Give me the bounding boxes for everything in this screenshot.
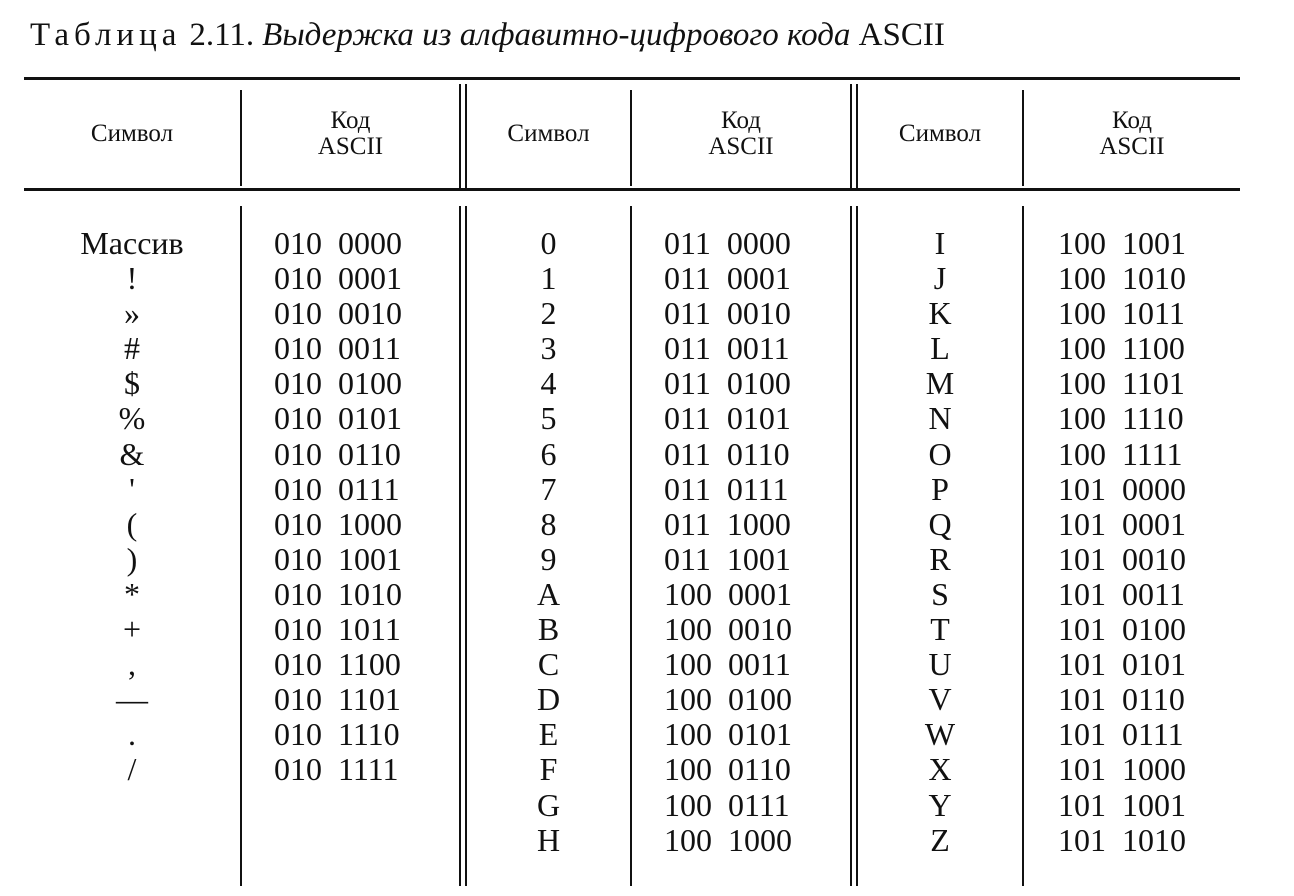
code-cell: 100 1100 [1058,330,1185,367]
code-cell: 101 0001 [1058,505,1186,542]
symbol-cell: N [928,400,952,437]
header-code-line2: ASCII [1099,133,1165,160]
code-cell: 101 0111 [1058,716,1184,753]
code-cell: 010 0110 [274,435,401,472]
code-cell: 010 1000 [274,505,402,542]
symbol-cell: % [118,400,146,437]
symbol-cell: V [928,681,952,718]
code-cell: 010 1110 [274,716,400,753]
symbol-cell: , [128,646,136,683]
symbol-cell: T [930,611,950,648]
symbol-cell: — [116,681,148,718]
code-cell: 011 0111 [664,470,789,507]
code-cell: 101 0101 [1058,646,1186,683]
symbol-cell: U [928,646,952,683]
symbol-cell: L [930,330,950,367]
header-symbol-3 [858,80,1022,188]
code-cell: 101 0010 [1058,540,1186,577]
body-divider-3 [630,206,632,886]
code-cell: 011 0000 [664,225,791,261]
code-cell: 100 1010 [1058,260,1186,297]
code-cell: 010 1010 [274,575,402,612]
table-caption [30,16,945,56]
header-code-line1: Код [721,106,761,134]
code-cell: 011 0001 [664,260,791,297]
caption-title: Выдержка из алфавитно-цифрового кода [262,17,851,53]
header-rule [24,188,1240,191]
symbol-cell: K [928,295,952,332]
header-code-2 [632,80,850,188]
caption-code: ASCII [858,17,945,53]
symbol-column-2 [467,226,630,858]
code-cell: 011 0100 [664,365,791,402]
header-divider-2a [459,84,461,188]
header-symbol-1 [24,80,240,188]
symbol-cell: Q [928,505,952,542]
code-cell: 101 0011 [1058,575,1185,612]
code-cell: 101 0000 [1058,470,1186,507]
symbol-cell: P [931,470,949,507]
code-cell: 011 1001 [664,540,791,577]
code-cell: 010 1001 [274,540,402,577]
symbol-cell: 8 [540,505,557,542]
code-cell: 010 1111 [274,751,399,788]
symbol-cell: . [128,716,136,753]
code-cell: 010 0011 [274,330,401,367]
header-divider-4a [850,84,852,188]
symbol-cell: 2 [540,295,557,332]
code-cell: 101 1001 [1058,786,1186,823]
code-cell: 010 1101 [274,681,401,718]
symbol-cell: * [124,575,140,612]
code-cell: 101 0110 [1058,681,1185,718]
symbol-cell: D [536,681,561,718]
header-code-line1: Код [1112,106,1152,134]
symbol-column-3 [858,226,1022,858]
symbol-cell: & [119,435,145,472]
code-cell: 100 0001 [664,575,792,612]
code-cell: 100 0110 [664,751,791,788]
symbol-cell: ! [126,260,138,297]
symbol-cell: R [929,540,951,577]
code-cell: 100 0011 [664,646,791,683]
code-column-3 [1058,226,1238,858]
code-cell: 010 0111 [274,470,400,507]
symbol-cell: S [931,575,949,612]
symbol-cell: ( [126,505,138,542]
code-cell: 100 0010 [664,611,792,648]
caption-label: Таблица [30,17,182,53]
symbol-cell: I [934,225,946,261]
header-code-1 [242,80,459,188]
code-cell: 100 1000 [664,821,792,858]
symbol-cell: 4 [540,365,557,402]
header-code-line2: ASCII [708,133,774,160]
body-divider-1 [240,206,242,886]
header-symbol-label: Символ [898,119,982,147]
code-column-2 [664,226,844,858]
symbol-cell: B [537,611,560,648]
symbol-cell: H [536,821,561,858]
symbol-cell: C [537,646,560,683]
symbol-cell: # [124,330,140,367]
code-column-1 [274,226,454,788]
code-cell: 100 1111 [1058,435,1183,472]
symbol-cell: 5 [540,400,557,437]
symbol-cell: O [928,435,952,472]
code-cell: 100 0100 [664,681,792,718]
symbol-cell: G [536,786,561,823]
code-cell: 100 1101 [1058,365,1185,402]
code-cell: 100 1001 [1058,225,1186,261]
symbol-cell: Y [928,786,952,823]
symbol-cell: F [539,751,558,788]
header-code-line1: Код [330,106,371,134]
code-cell: 101 1000 [1058,751,1186,788]
body-divider-2a [459,206,461,886]
symbol-cell: + [122,611,142,648]
code-cell: 011 0011 [664,330,790,367]
code-cell: 100 0111 [664,786,790,823]
code-cell: 010 1011 [274,611,401,648]
header-code-line2: ASCII [317,133,384,160]
code-cell: 010 0010 [274,295,402,332]
code-cell: 011 0010 [664,295,791,332]
symbol-cell: $ [124,365,140,402]
symbol-cell: ' [129,470,135,507]
code-cell: 010 0101 [274,400,402,437]
body-divider-5 [1022,206,1024,886]
symbol-cell: 9 [540,540,557,577]
symbol-cell: E [538,716,559,753]
code-cell: 010 0001 [274,260,402,297]
code-cell: 010 1100 [274,646,401,683]
code-cell: 011 0101 [664,400,791,437]
symbol-cell: 1 [540,260,557,297]
code-cell: 101 0100 [1058,611,1186,648]
caption-number: 2.11. [189,17,255,53]
symbol-column-1 [24,226,240,788]
header-code-3 [1024,80,1240,188]
symbol-cell: ) [126,540,138,577]
symbol-cell: W [924,716,956,753]
symbol-cell: » [124,295,140,332]
code-cell: 100 0101 [664,716,792,753]
symbol-cell: / [127,751,137,788]
code-cell: 011 1000 [664,505,791,542]
code-cell: 011 0110 [664,435,790,472]
symbol-cell: M [925,365,955,402]
code-cell: 100 1011 [1058,295,1185,332]
symbol-cell: 0 [540,225,557,261]
symbol-cell: Z [930,821,950,858]
symbol-cell: 6 [540,435,557,472]
symbol-cell: Массив [80,225,184,261]
symbol-cell: 7 [540,470,557,507]
header-symbol-label: Символ [90,119,174,147]
header-symbol-2 [467,80,630,188]
code-cell: 100 1110 [1058,400,1184,437]
header-symbol-label: Символ [507,119,590,147]
symbol-cell: X [928,751,952,788]
symbol-cell: J [933,260,947,297]
body-divider-4a [850,206,852,886]
symbol-cell: A [536,575,561,612]
code-cell: 010 0000 [274,225,402,261]
code-cell: 010 0100 [274,365,402,402]
symbol-cell: 3 [540,330,557,367]
code-cell: 101 1010 [1058,821,1186,858]
